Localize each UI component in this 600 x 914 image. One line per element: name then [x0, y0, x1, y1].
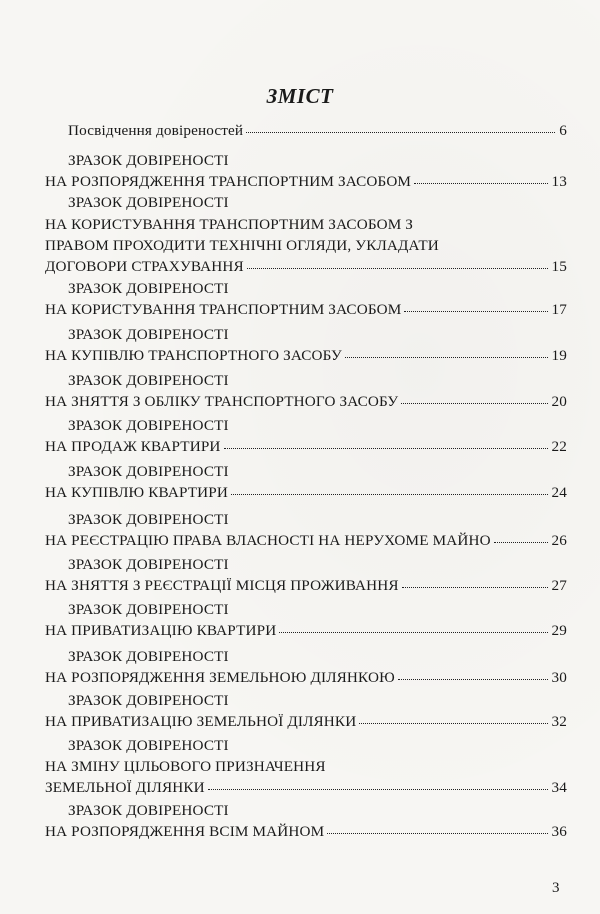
toc-entry-label: НА ЗНЯТТЯ З РЕЄСТРАЦІЇ МІСЦЯ ПРОЖИВАННЯ — [45, 577, 399, 594]
toc-entry-page: 36 — [551, 823, 567, 840]
toc-entry-page: 22 — [551, 438, 567, 455]
dot-leader — [327, 832, 547, 834]
toc-entry-label: НА КОРИСТУВАННЯ ТРАНСПОРТНИМ ЗАСОБОМ — [45, 301, 402, 318]
dot-leader — [398, 678, 548, 680]
toc-entry-heading: ЗРАЗОК ДОВІРЕНОСТІ — [68, 371, 229, 389]
toc-entry-label: НА КУПІВЛЮ ТРАНСПОРТНОГО ЗАСОБУ — [45, 347, 342, 364]
toc-entry-heading: ЗРАЗОК ДОВІРЕНОСТІ — [68, 600, 229, 618]
dot-leader — [401, 402, 547, 404]
dot-leader — [402, 586, 548, 588]
toc-entry-label: НА КУПІВЛЮ КВАРТИРИ — [45, 484, 229, 501]
toc-entry-label: НА РОЗПОРЯДЖЕННЯ ВСІМ МАЙНОМ — [45, 823, 325, 840]
dot-leader — [247, 267, 548, 269]
page-number: 3 — [552, 880, 560, 896]
toc-entry-heading: ЗРАЗОК ДОВІРЕНОСТІ — [68, 801, 229, 819]
toc-entry-label: НА ЗНЯТТЯ З ОБЛІКУ ТРАНСПОРТНОГО ЗАСОБУ — [45, 393, 399, 410]
toc-entry-heading: ЗРАЗОК ДОВІРЕНОСТІ — [68, 510, 229, 528]
dot-leader — [231, 493, 547, 495]
toc-entry-label: НА ПРИВАТИЗАЦІЮ КВАРТИРИ — [45, 622, 277, 639]
toc-entry-page: 17 — [551, 301, 567, 318]
toc-entry-first[interactable] — [68, 122, 567, 139]
toc-entry-last-line — [45, 713, 567, 730]
toc-entry-label: ДОГОВОРИ СТРАХУВАННЯ — [45, 258, 244, 275]
toc-entry-heading: ЗРАЗОК ДОВІРЕНОСТІ — [68, 151, 229, 169]
toc-entry-last-line — [45, 577, 567, 594]
toc-entry-heading: ЗРАЗОК ДОВІРЕНОСТІ — [68, 194, 229, 212]
toc-entry-page: 13 — [551, 173, 567, 190]
toc-entry-last-line — [45, 393, 567, 410]
dot-leader — [279, 631, 547, 633]
toc-entry-last-line — [45, 484, 567, 501]
toc-entry-line: ПРАВОМ ПРОХОДИТИ ТЕХНІЧНІ ОГЛЯДИ, УКЛАДАТИ — [45, 236, 439, 254]
dot-leader — [246, 131, 555, 133]
toc-entry-heading: ЗРАЗОК ДОВІРЕНОСТІ — [68, 736, 229, 754]
dot-leader — [404, 310, 547, 312]
dot-leader — [345, 356, 548, 358]
toc-entry-line: НА КОРИСТУВАННЯ ТРАНСПОРТНИМ ЗАСОБОМ З — [45, 215, 414, 233]
page-title: ЗМІСТ — [266, 84, 334, 108]
dot-leader — [414, 182, 547, 184]
toc-entry-heading: ЗРАЗОК ДОВІРЕНОСТІ — [68, 325, 229, 343]
toc-entry-page: 30 — [551, 669, 567, 686]
toc-entry-last-line — [45, 823, 567, 840]
toc-entry-heading: ЗРАЗОК ДОВІРЕНОСТІ — [68, 555, 229, 573]
toc-entry-heading: ЗРАЗОК ДОВІРЕНОСТІ — [68, 279, 229, 297]
toc-entry-page: 27 — [551, 577, 567, 594]
toc-entry-last-line — [45, 347, 567, 364]
toc-entry-heading: ЗРАЗОК ДОВІРЕНОСТІ — [68, 462, 229, 480]
toc-entry-last-line — [45, 173, 567, 190]
toc-entry-last-line — [45, 258, 567, 275]
toc-entry-page: 6 — [559, 122, 567, 139]
toc-entry-heading: ЗРАЗОК ДОВІРЕНОСТІ — [68, 691, 229, 709]
toc-entry-last-line — [45, 532, 567, 549]
toc-entry-page: 26 — [551, 532, 567, 549]
toc-entry-page: 15 — [551, 258, 567, 275]
dot-leader — [224, 447, 548, 449]
toc-entry-page: 20 — [551, 393, 567, 410]
toc-entry-label: НА РОЗПОРЯДЖЕННЯ ТРАНСПОРТНИМ ЗАСОБОМ — [45, 173, 412, 190]
toc-entry-label: НА ПРИВАТИЗАЦІЮ ЗЕМЕЛЬНОЇ ДІЛЯНКИ — [45, 713, 357, 730]
toc-entry-page: 29 — [551, 622, 567, 639]
toc-entry-page: 34 — [551, 779, 567, 796]
toc-entry-last-line — [45, 438, 567, 455]
toc-entry-heading: ЗРАЗОК ДОВІРЕНОСТІ — [68, 647, 229, 665]
toc-entry-label: НА РЕЄСТРАЦІЮ ПРАВА ВЛАСНОСТІ НА НЕРУХОМЕ МАЙНО — [45, 532, 491, 549]
dot-leader — [359, 722, 547, 724]
toc-entry-last-line — [45, 779, 567, 796]
toc-entry-page: 19 — [551, 347, 567, 364]
toc-entry-label: НА ПРОДАЖ КВАРТИРИ — [45, 438, 221, 455]
dot-leader — [208, 788, 548, 790]
toc-entry-label: Посвідчення довіреностей — [68, 122, 244, 139]
toc-entry-page: 32 — [551, 713, 567, 730]
toc-entry-last-line — [45, 622, 567, 639]
toc-entry-page: 24 — [551, 484, 567, 501]
toc-entry-heading: ЗРАЗОК ДОВІРЕНОСТІ — [68, 416, 229, 434]
toc-entry-line: НА ЗМІНУ ЦІЛЬОВОГО ПРИЗНАЧЕННЯ — [45, 757, 326, 775]
toc-entry-last-line — [45, 301, 567, 318]
toc-entry-label: НА РОЗПОРЯДЖЕННЯ ЗЕМЕЛЬНОЮ ДІЛЯНКОЮ — [45, 669, 395, 686]
dot-leader — [494, 541, 548, 543]
toc-entry-last-line — [45, 669, 567, 686]
toc-entry-label: ЗЕМЕЛЬНОЇ ДІЛЯНКИ — [45, 779, 205, 796]
